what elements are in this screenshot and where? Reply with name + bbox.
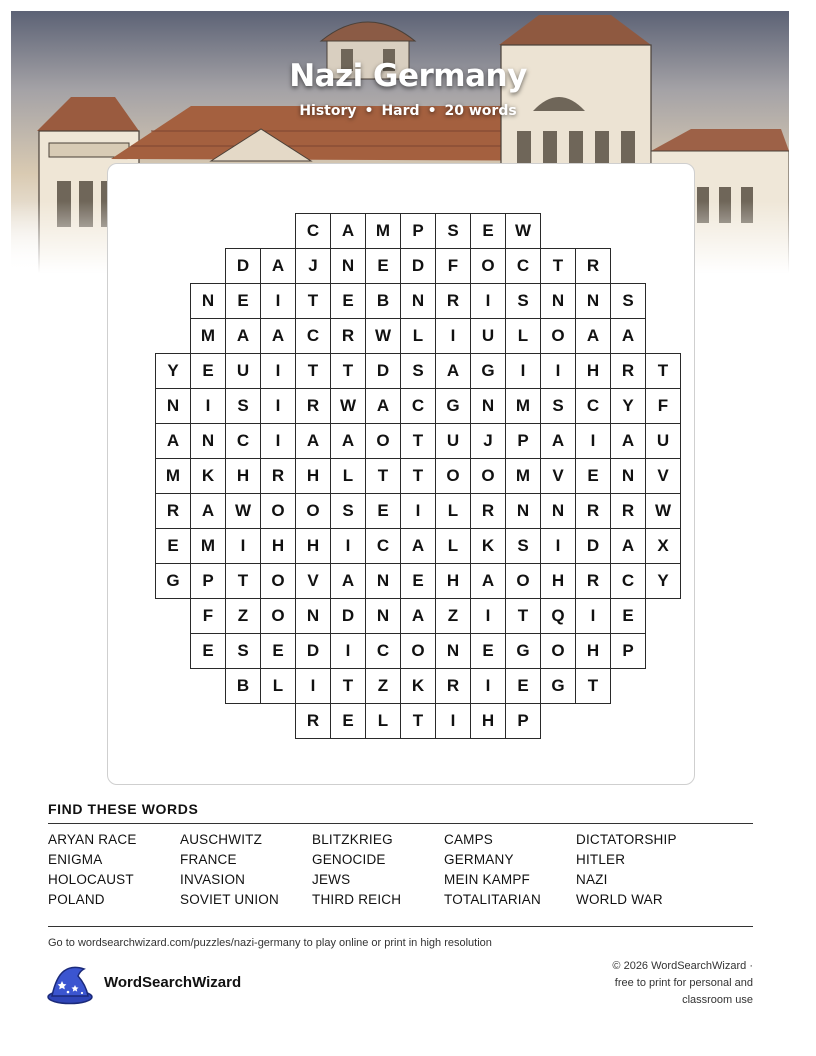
grid-cell: I (505, 353, 541, 389)
grid-cell: D (400, 248, 436, 284)
grid-cell: D (330, 598, 366, 634)
word-list-item: BLITZKRIEG (312, 832, 393, 847)
grid-cell: I (575, 423, 611, 459)
grid-cell: I (575, 598, 611, 634)
grid-cell: U (645, 423, 681, 459)
grid-cell: N (190, 423, 226, 459)
word-list-item: HITLER (576, 852, 626, 867)
grid-cell: I (470, 598, 506, 634)
grid-cell: W (365, 318, 401, 354)
grid-cell: Z (365, 668, 401, 704)
grid-cell: A (400, 598, 436, 634)
grid-cell: V (295, 563, 331, 599)
grid-cell: M (365, 213, 401, 249)
grid-cell: O (260, 598, 296, 634)
copyright-line: classroom use (682, 994, 753, 1006)
grid-cell: R (295, 703, 331, 739)
word-list-item: SOVIET UNION (180, 892, 279, 907)
grid-cell: A (225, 318, 261, 354)
grid-cell: O (505, 563, 541, 599)
brand-name: WordSearchWizard (104, 974, 242, 991)
word-list-item: DICTATORSHIP (576, 832, 677, 847)
grid-cell: I (260, 283, 296, 319)
grid-cell: I (225, 528, 261, 564)
grid-cell: S (505, 283, 541, 319)
word-list-item: MEIN KAMPF (444, 872, 531, 887)
grid-cell: B (365, 283, 401, 319)
grid-cell: R (610, 493, 646, 529)
grid-cell: W (505, 213, 541, 249)
grid-cell: O (260, 493, 296, 529)
grid-cell: L (435, 528, 471, 564)
word-list-item: WORLD WAR (576, 892, 663, 907)
word-list-item: THIRD REICH (312, 892, 402, 907)
word-list-item: FRANCE (180, 852, 237, 867)
grid-cell: H (575, 353, 611, 389)
word-list-item: GERMANY (444, 852, 514, 867)
word-list-item: ARYAN RACE (48, 832, 137, 847)
grid-cell: S (330, 493, 366, 529)
grid-cell: C (295, 213, 331, 249)
grid-cell: E (330, 703, 366, 739)
grid-cell: P (400, 213, 436, 249)
grid-cell: W (645, 493, 681, 529)
grid-cell: L (400, 318, 436, 354)
grid-cell: D (225, 248, 261, 284)
grid-cell: E (190, 633, 226, 669)
grid-cell: I (540, 528, 576, 564)
word-list-item: HOLOCAUST (48, 872, 134, 887)
copyright-line: © 2026 WordSearchWizard · (612, 960, 753, 972)
grid-cell: E (155, 528, 191, 564)
grid-cell: N (400, 283, 436, 319)
grid-cell: P (505, 423, 541, 459)
grid-cell: T (330, 668, 366, 704)
grid-cell: Z (435, 598, 471, 634)
grid-cell: H (295, 528, 331, 564)
grid-cell: O (470, 458, 506, 494)
grid-cell: A (435, 353, 471, 389)
grid-cell: H (295, 458, 331, 494)
grid-cell: H (470, 703, 506, 739)
grid-cell: L (365, 703, 401, 739)
grid-cell: Q (540, 598, 576, 634)
word-list-item: NAZI (576, 872, 608, 887)
grid-cell: S (400, 353, 436, 389)
grid-cell: A (400, 528, 436, 564)
grid-cell: R (575, 248, 611, 284)
grid-cell: P (190, 563, 226, 599)
puzzle-meta (0, 103, 816, 119)
grid-cell: H (575, 633, 611, 669)
grid-cell: T (400, 458, 436, 494)
grid-cell: H (260, 528, 296, 564)
grid-cell: G (505, 633, 541, 669)
grid-cell: A (295, 423, 331, 459)
grid-cell: K (400, 668, 436, 704)
grid-cell: X (645, 528, 681, 564)
grid-cell: T (400, 703, 436, 739)
grid-cell: A (575, 318, 611, 354)
grid-cell: T (400, 423, 436, 459)
grid-cell: S (610, 283, 646, 319)
grid-cell: M (155, 458, 191, 494)
grid-cell: L (330, 458, 366, 494)
grid-cell: S (225, 388, 261, 424)
grid-cell: R (470, 493, 506, 529)
grid-cell: M (190, 528, 226, 564)
grid-cell: I (295, 668, 331, 704)
grid-cell: R (435, 668, 471, 704)
grid-cell: N (505, 493, 541, 529)
grid-cell: O (365, 423, 401, 459)
grid-cell: T (645, 353, 681, 389)
grid-cell: W (330, 388, 366, 424)
grid-cell: I (260, 423, 296, 459)
grid-cell: C (575, 388, 611, 424)
grid-cell: N (330, 248, 366, 284)
grid-cell: T (365, 458, 401, 494)
grid-cell: I (435, 318, 471, 354)
grid-cell: D (365, 353, 401, 389)
grid-cell: C (400, 388, 436, 424)
grid-cell: V (540, 458, 576, 494)
grid-cell: Z (225, 598, 261, 634)
grid-cell: G (470, 353, 506, 389)
grid-cell: N (295, 598, 331, 634)
grid-cell: I (400, 493, 436, 529)
grid-cell: O (400, 633, 436, 669)
grid-cell: A (610, 423, 646, 459)
grid-cell: I (470, 668, 506, 704)
grid-cell: S (225, 633, 261, 669)
grid-cell: N (470, 388, 506, 424)
grid-cell: H (435, 563, 471, 599)
grid-cell: E (260, 633, 296, 669)
grid-cell: C (610, 563, 646, 599)
grid-cell: A (365, 388, 401, 424)
grid-cell: A (155, 423, 191, 459)
grid-cell: Y (610, 388, 646, 424)
grid-cell: E (505, 668, 541, 704)
word-list-item: ENIGMA (48, 852, 103, 867)
grid-cell: M (505, 458, 541, 494)
grid-cell: E (365, 248, 401, 284)
copyright-notice (573, 958, 753, 1009)
word-list (48, 832, 753, 908)
grid-cell: C (505, 248, 541, 284)
grid-cell: S (435, 213, 471, 249)
grid-cell: E (225, 283, 261, 319)
grid-cell: L (435, 493, 471, 529)
grid-cell: I (540, 353, 576, 389)
grid-cell: F (435, 248, 471, 284)
grid-cell: V (645, 458, 681, 494)
grid-cell: T (330, 353, 366, 389)
grid-cell: E (400, 563, 436, 599)
grid-cell: N (435, 633, 471, 669)
grid-cell: E (190, 353, 226, 389)
grid-cell: J (470, 423, 506, 459)
word-list-item: AUSCHWITZ (180, 832, 263, 847)
grid-cell: O (295, 493, 331, 529)
grid-cell: M (505, 388, 541, 424)
grid-cell: H (225, 458, 261, 494)
grid-cell: D (295, 633, 331, 669)
grid-cell: K (190, 458, 226, 494)
grid-cell: R (575, 493, 611, 529)
grid-cell: E (365, 493, 401, 529)
grid-cell: A (610, 318, 646, 354)
grid-cell: I (260, 353, 296, 389)
grid-cell: E (330, 283, 366, 319)
grid-cell: O (435, 458, 471, 494)
grid-cell: O (540, 318, 576, 354)
grid-cell: F (645, 388, 681, 424)
grid-cell: A (260, 248, 296, 284)
grid-cell: T (295, 283, 331, 319)
grid-cell: A (330, 213, 366, 249)
grid-cell: I (260, 388, 296, 424)
word-count-label: 20 words (444, 103, 517, 119)
grid-cell: T (225, 563, 261, 599)
grid-cell: G (155, 563, 191, 599)
grid-cell: N (365, 563, 401, 599)
puzzle-title: Nazi Germany (289, 58, 527, 94)
grid-cell: F (190, 598, 226, 634)
grid-cell: Y (645, 563, 681, 599)
meta-separator: • (427, 103, 437, 119)
word-list-item: TOTALITARIAN (444, 892, 541, 907)
word-list-item: POLAND (48, 892, 105, 907)
grid-cell: C (225, 423, 261, 459)
grid-cell: B (225, 668, 261, 704)
grid-cell: M (190, 318, 226, 354)
divider (48, 823, 753, 824)
grid-cell: S (505, 528, 541, 564)
grid-cell: W (225, 493, 261, 529)
grid-cell: J (295, 248, 331, 284)
grid-cell: E (575, 458, 611, 494)
footer-link-text: Go to wordsearchwizard.com/puzzles/nazi-germany to play online or print in high resolution (48, 937, 492, 949)
grid-cell: I (470, 283, 506, 319)
grid-cell: A (470, 563, 506, 599)
wizard-hat-icon (46, 963, 94, 1010)
grid-cell: I (190, 388, 226, 424)
grid-cell: U (225, 353, 261, 389)
grid-cell: C (365, 633, 401, 669)
grid-cell: I (330, 633, 366, 669)
grid-cell: Y (155, 353, 191, 389)
grid-cell: A (190, 493, 226, 529)
grid-cell: T (505, 598, 541, 634)
grid-cell: A (330, 423, 366, 459)
grid-cell: I (435, 703, 471, 739)
grid-cell: R (575, 563, 611, 599)
difficulty-label: Hard (381, 103, 420, 119)
grid-cell: R (295, 388, 331, 424)
grid-cell: T (540, 248, 576, 284)
grid-cell: H (540, 563, 576, 599)
grid-cell: R (260, 458, 296, 494)
grid-cell: G (435, 388, 471, 424)
grid-cell: E (610, 598, 646, 634)
category-label: History (299, 103, 357, 119)
word-list-item: JEWS (312, 872, 351, 887)
copyright-line: free to print for personal and (614, 977, 753, 989)
word-list-item: INVASION (180, 872, 246, 887)
grid-cell: O (540, 633, 576, 669)
grid-cell: N (540, 283, 576, 319)
word-list-heading: FIND THESE WORDS (48, 801, 199, 817)
grid-cell: L (505, 318, 541, 354)
grid-cell: R (610, 353, 646, 389)
grid-cell: E (470, 633, 506, 669)
grid-cell: S (540, 388, 576, 424)
grid-cell: R (155, 493, 191, 529)
grid-cell: G (540, 668, 576, 704)
grid-cell: A (610, 528, 646, 564)
word-list-item: GENOCIDE (312, 852, 386, 867)
grid-cell: E (470, 213, 506, 249)
grid-cell: N (540, 493, 576, 529)
grid-cell: C (365, 528, 401, 564)
word-list-item: CAMPS (444, 832, 494, 847)
grid-cell: I (330, 528, 366, 564)
grid-cell: A (260, 318, 296, 354)
divider (48, 926, 753, 927)
grid-cell: U (470, 318, 506, 354)
grid-cell: D (575, 528, 611, 564)
grid-cell: N (610, 458, 646, 494)
grid-cell: T (295, 353, 331, 389)
grid-cell: R (330, 318, 366, 354)
grid-cell: A (330, 563, 366, 599)
grid-cell: P (505, 703, 541, 739)
meta-separator: • (364, 103, 374, 119)
grid-cell: O (260, 563, 296, 599)
grid-cell: N (190, 283, 226, 319)
grid-cell: U (435, 423, 471, 459)
grid-cell: N (155, 388, 191, 424)
grid-cell: T (575, 668, 611, 704)
grid-cell: A (540, 423, 576, 459)
grid-cell: N (365, 598, 401, 634)
grid-cell: R (435, 283, 471, 319)
grid-cell: K (470, 528, 506, 564)
grid-cell: P (610, 633, 646, 669)
grid-cell: C (295, 318, 331, 354)
grid-cell: N (575, 283, 611, 319)
grid-cell: L (260, 668, 296, 704)
grid-cell: O (470, 248, 506, 284)
